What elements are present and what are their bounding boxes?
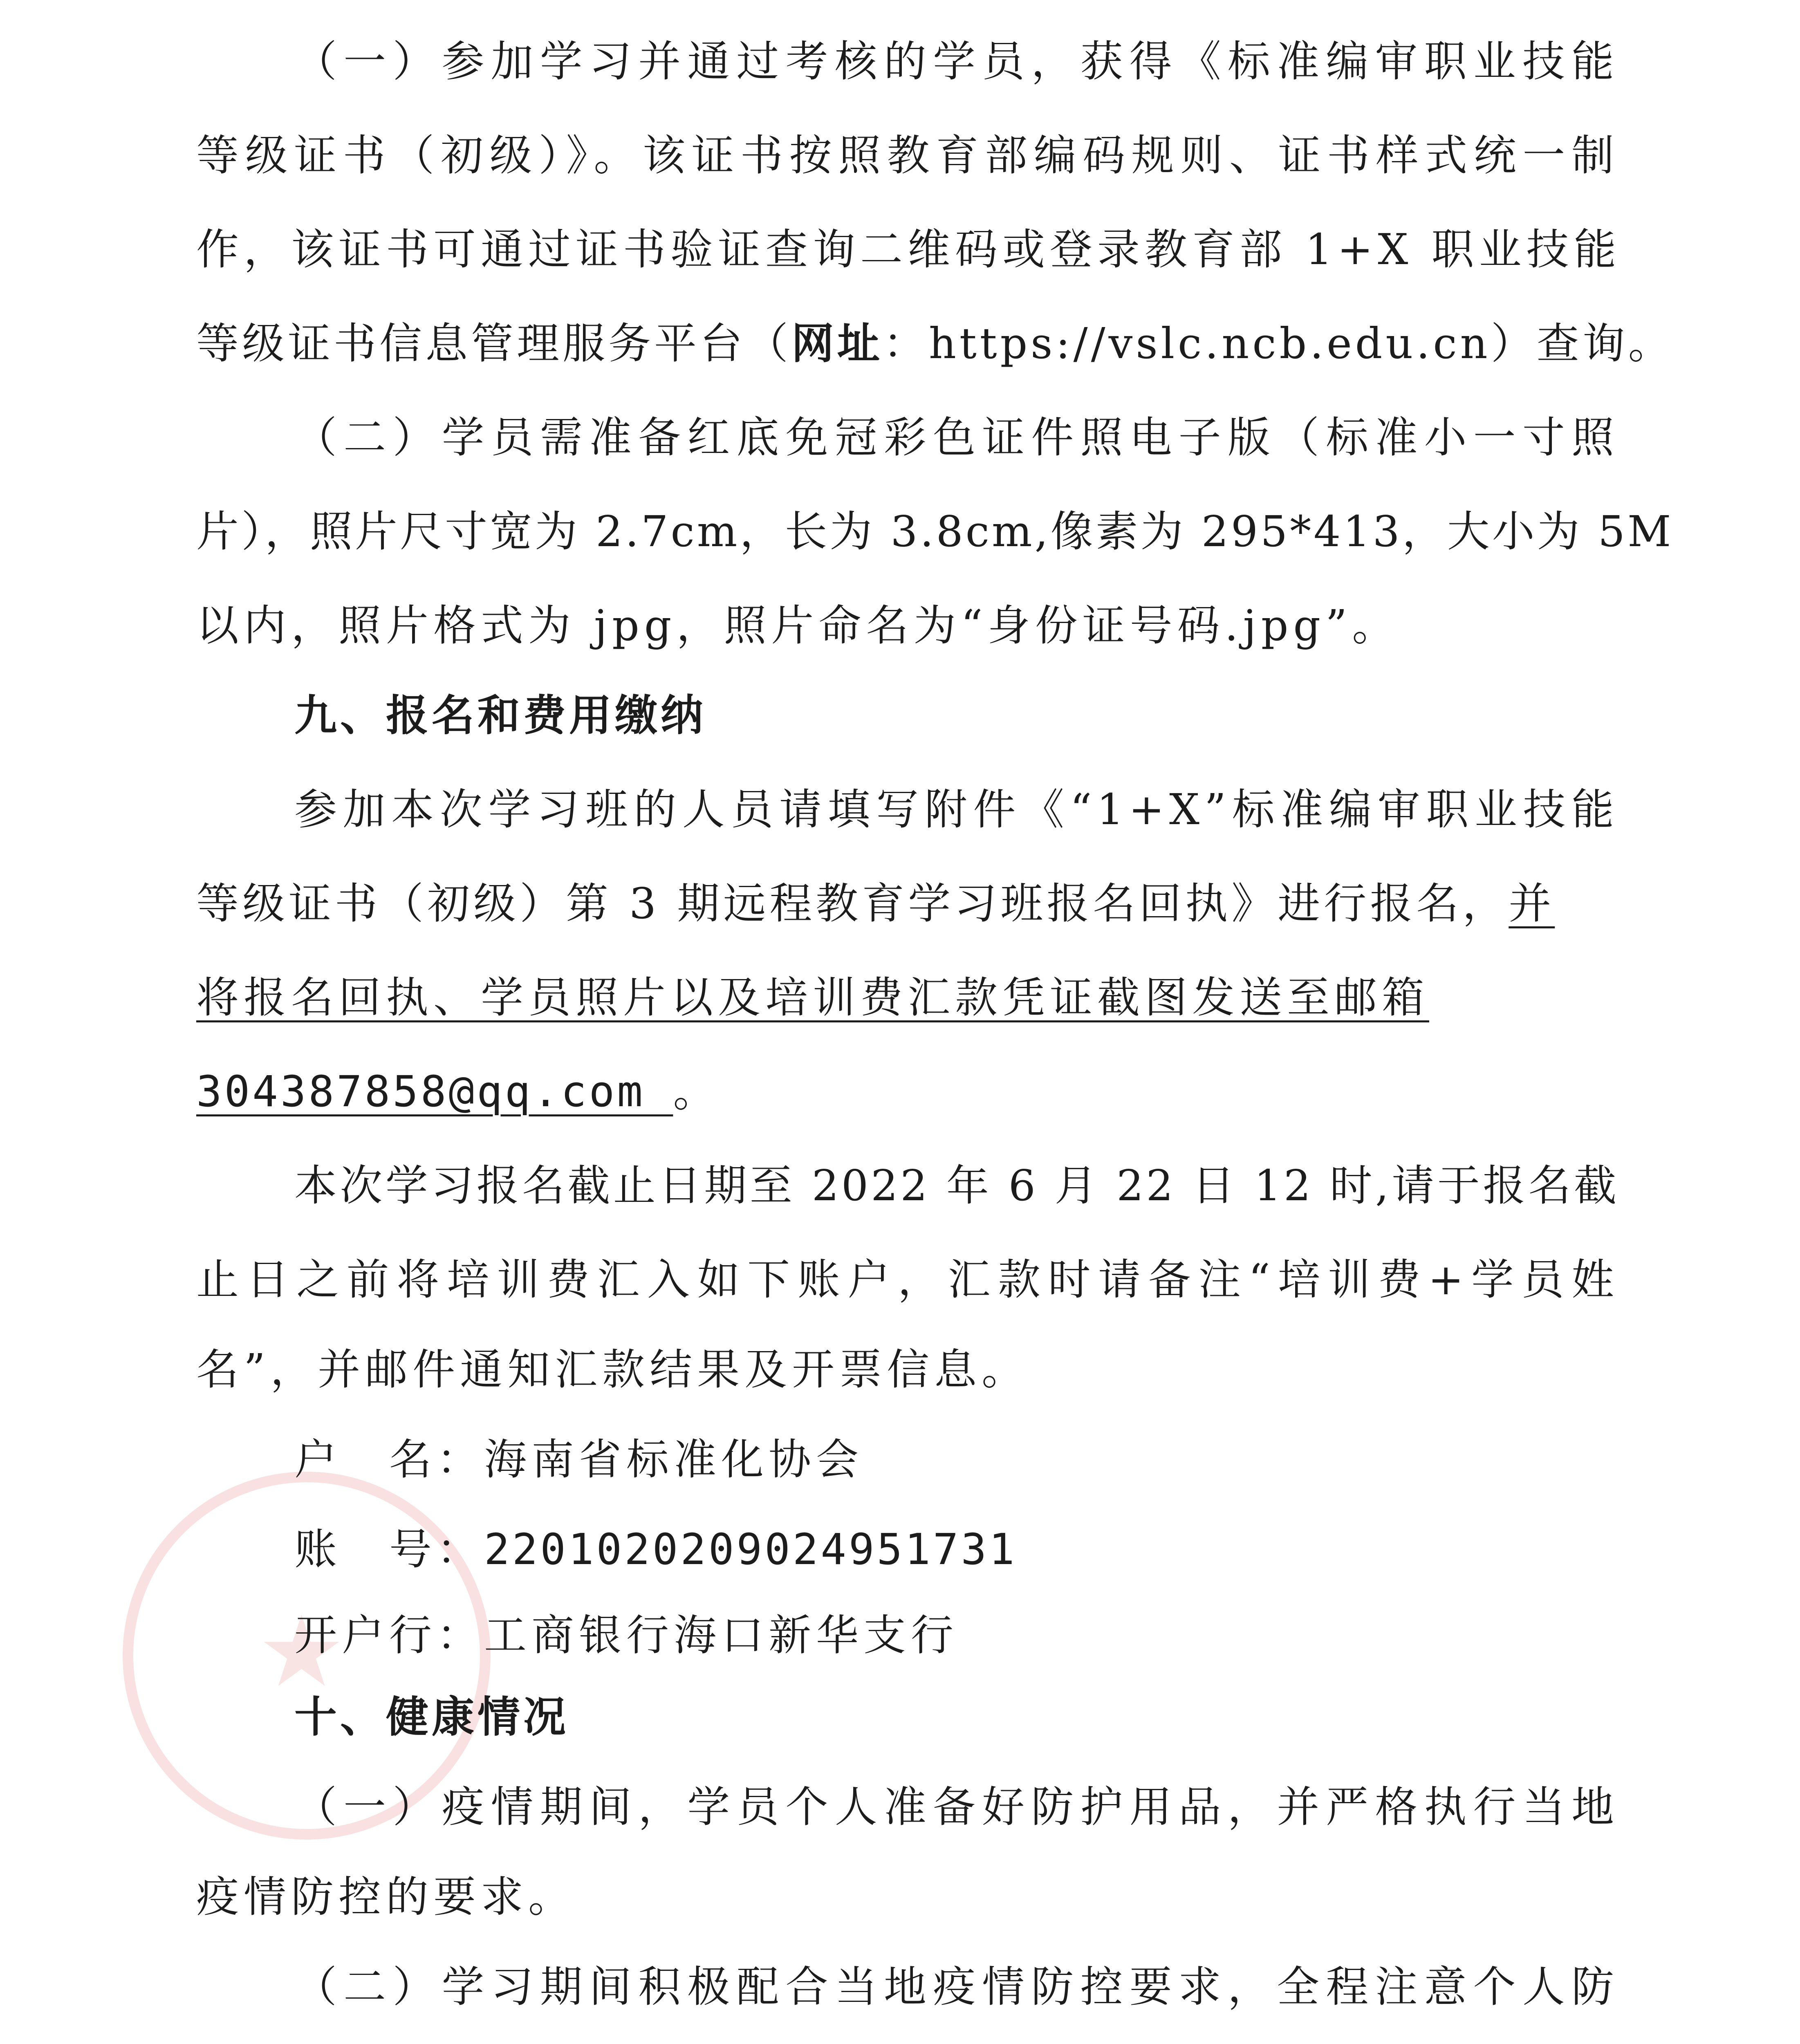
paragraph-line [196, 315, 1674, 372]
paragraph-line [196, 1063, 1619, 1120]
paragraph-line [196, 875, 1619, 932]
bank-row [294, 1607, 1619, 1664]
paragraph-line: 片），照片尺寸宽为 2.7cm，长为 3.8cm,像素为 295*413，大小为 5M [196, 507, 1674, 556]
text-span: 等级证书信息管理服务平台（ [196, 318, 792, 368]
account-number-label: 账 号： [294, 1524, 484, 1574]
text-span: 等级证书（初级）第 3 期远程教育学习班报名回执》进行报名， [196, 879, 1509, 928]
bank-label: 开户行： [294, 1610, 484, 1660]
account-name-row [294, 1431, 1619, 1488]
account-number-row [294, 1521, 1619, 1578]
paragraph-line: 名”，并邮件通知汇款结果及开票信息。 [196, 1345, 1029, 1394]
paragraph-line: （二）学员需准备红底免冠彩色证件照电子版（标准小一寸照 [294, 412, 1619, 462]
website-url: ：https://vslc.ncb.edu.cn）查询。 [883, 318, 1674, 368]
underlined-line: 将报名回执、学员照片以及培训费汇款凭证截图发送至邮箱 [196, 973, 1430, 1022]
paragraph-line: 等级证书（初级）》。该证书按照教育部编码规则、证书样式统一制 [196, 130, 1619, 180]
account-name-value: 海南省标准化协会 [484, 1434, 864, 1484]
paragraph-line: 疫情防控的要求。 [196, 1872, 576, 1922]
account-name-label: 户 名： [294, 1434, 484, 1484]
paragraph-line: （二）学习期间积极配合当地疫情防控要求，全程注意个人防 [294, 1962, 1619, 2012]
website-label: 网址 [791, 318, 883, 368]
paragraph-line: 止日之前将培训费汇入如下账户，汇款时请备注“培训费+学员姓 [196, 1255, 1619, 1304]
underlined-text: 并 [1509, 879, 1555, 928]
account-number-value: 2201020209024951731 [484, 1524, 1017, 1574]
paragraph-line: 以内，照片格式为 jpg，照片命名为“身份证号码.jpg”。 [196, 601, 1400, 650]
paragraph-line: （一）疫情期间，学员个人准备好防护用品，并严格执行当地 [294, 1782, 1619, 1832]
paragraph-line: 参加本次学习班的人员请填写附件《“1+X”标准编审职业技能 [294, 784, 1619, 834]
paragraph-line: 本次学习报名截止日期至 2022 年 6 月 22 日 12 时,请于报名截 [294, 1161, 1619, 1210]
paragraph-line: （一）参加学习并通过考核的学员，获得《标准编审职业技能 [294, 36, 1619, 86]
bank-value: 工商银行海口新华支行 [484, 1610, 959, 1660]
section-heading-10: 十、健康情况 [294, 1692, 569, 1742]
seal-star-icon: ★ [258, 1594, 346, 1709]
email-address: 304387858@qq.com [196, 1067, 673, 1116]
section-heading-9: 九、报名和费用缴纳 [294, 690, 707, 740]
text-span: 。 [673, 1067, 721, 1116]
paragraph-line: 作，该证书可通过证书验证查询二维码或登录教育部 1+X 职业技能 [196, 224, 1621, 274]
